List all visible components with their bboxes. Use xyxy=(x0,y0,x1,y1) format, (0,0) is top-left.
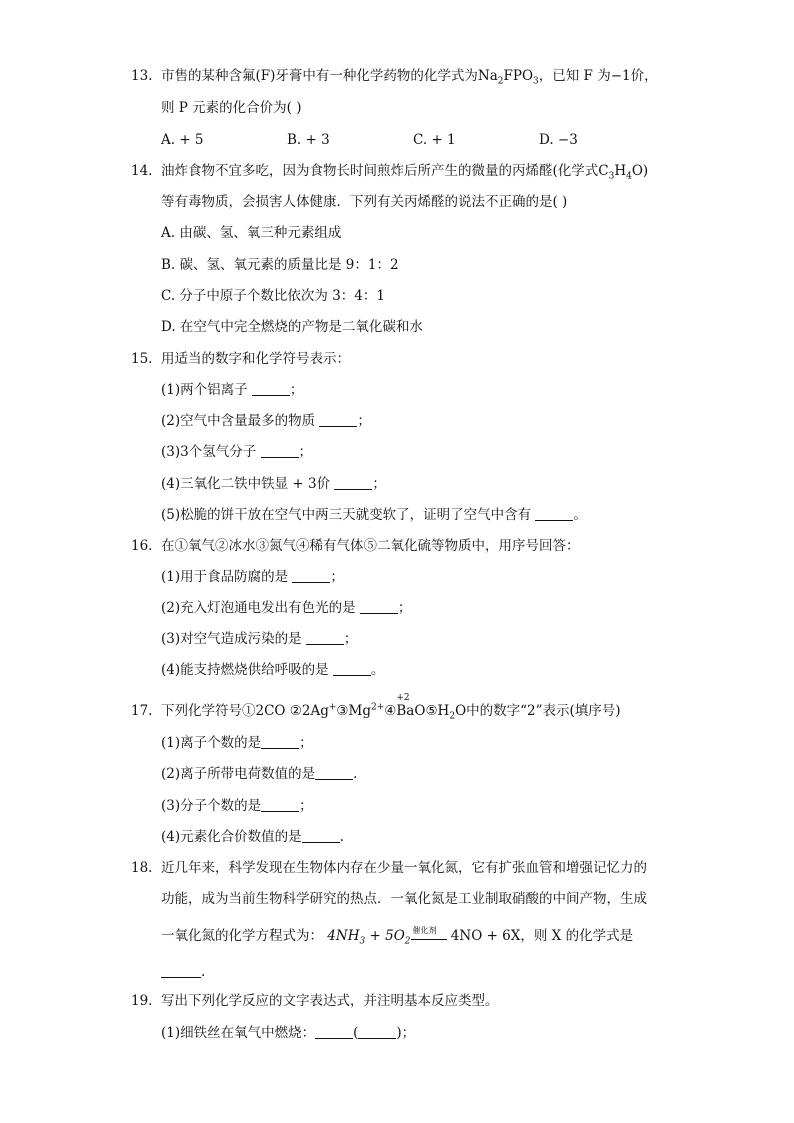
question-stem-line: 下列化学符号①2CO $②2Ag^+③Mg^{2+}④$ +2 $BaO⑤H_2O$中的数字“2”表示(填序号) xyxy=(161,693,621,722)
answer-blank[interactable] xyxy=(358,1024,396,1039)
answer-blank[interactable] xyxy=(319,412,357,427)
question-stem-line: 在①氧气②冰水③氮气④稀有气体⑤二氧化硫等物质中，用序号回答： xyxy=(161,538,580,554)
sub-item: (4)元素化合价数值的是 . xyxy=(161,829,344,845)
sub-item: (4)三氧化二铁中铁显 + 3价 ； xyxy=(161,476,386,492)
answer-blank[interactable] xyxy=(306,630,344,645)
question-stem-line: 油炸食物不宜多吃，因为食物长时间煎炸后所产生的微量的丙烯醛(化学式$C_3H_4O$) xyxy=(161,163,649,182)
sub-item: (4)能支持燃烧供给呼吸的是 。 xyxy=(161,662,385,678)
answer-blank[interactable] xyxy=(360,599,398,614)
option-a: A. + 5 xyxy=(161,132,204,148)
question-stem-line: 则 P 元素的化合价为( ) xyxy=(161,100,302,116)
question-stem-line: 功能，成为当前生物科学研究的热点．一氧化氮是工业制取硝酸的中间产物，生成 xyxy=(161,891,647,907)
sub-item: (3)3个氢气分子 ； xyxy=(161,444,313,460)
answer-blank[interactable] xyxy=(334,475,372,490)
answer-blank[interactable] xyxy=(333,661,371,676)
question-number: 18. xyxy=(131,860,153,876)
answer-blank[interactable] xyxy=(315,765,353,780)
answer-blank[interactable] xyxy=(315,1024,353,1039)
answer-blank[interactable] xyxy=(292,568,330,583)
question-number: 15. xyxy=(131,351,153,367)
sub-item: (3)分子个数的是 ； xyxy=(161,798,313,814)
question-number: 16. xyxy=(131,538,153,554)
answer-blank[interactable] xyxy=(161,963,201,978)
answer-blank[interactable] xyxy=(535,506,573,521)
option-c: C. 分子中原子个数比依次为 3：4：1 xyxy=(161,288,385,304)
question-number: 17. xyxy=(131,703,153,719)
sub-item: . xyxy=(161,962,205,982)
sub-item: (2)离子所带电荷数值的是 . xyxy=(161,766,358,782)
sub-item: (3)对空气造成污染的是 ； xyxy=(161,631,358,647)
answer-blank[interactable] xyxy=(261,443,299,458)
answer-blank[interactable] xyxy=(261,734,299,749)
sub-item: (5)松脆的饼干放在空气中两三天就变软了，证明了空气中含有 。 xyxy=(161,507,587,523)
option-b: B. 碳、氢、氧元素的质量比是 9：1：2 xyxy=(161,257,399,273)
answer-blank[interactable] xyxy=(261,797,299,812)
sub-item: (2)充入灯泡通电发出有色光的是 ； xyxy=(161,600,412,616)
question-stem-line: 一氧化氮的化学方程式为： $4NH_3 + 5O_2$ 催化剂 4NO + 6X，则 X 的化学式是 xyxy=(161,925,634,947)
answer-blank[interactable] xyxy=(252,381,290,396)
reaction-arrow: 催化剂 xyxy=(411,930,447,944)
option-d: D. 在空气中完全燃烧的产物是二氧化碳和水 xyxy=(161,319,423,335)
option-b: B. + 3 xyxy=(287,132,330,148)
question-stem-line: 写出下列化学反应的文字表达式，并注明基本反应类型。 xyxy=(161,993,499,1009)
question-stem-line: 近几年来，科学发现在生物体内存在少量一氧化氮，它有扩张血管和增强记忆力的 xyxy=(161,860,647,876)
question-stem-line: 等有毒物质，会损害人体健康．下列有关丙烯醛的说法不正确的是( ) xyxy=(161,194,568,210)
option-c: C. + 1 xyxy=(413,132,456,148)
question-number: 19. xyxy=(131,993,153,1009)
equation: $4NH_3 + 5O_2$ xyxy=(327,928,411,947)
sub-item: (1)用于食品防腐的是 ； xyxy=(161,569,344,585)
question-number: 13. xyxy=(131,68,153,84)
answer-blank[interactable] xyxy=(302,828,340,843)
question-number: 14. xyxy=(131,163,153,179)
question-stem-line: 市售的某种含氟(F)牙膏中有一种化学药物的化学式为$Na_2FPO_3$，已知 F 为−1价， xyxy=(161,68,658,87)
option-a: A. 由碳、氢、氧三种元素组成 xyxy=(161,225,342,241)
sub-item: (2)空气中含量最多的物质 ； xyxy=(161,413,371,429)
option-d: D. −3 xyxy=(539,132,578,148)
sub-item: (1)两个铝离子 ； xyxy=(161,382,304,398)
valence-ba: +2 Ba xyxy=(396,693,415,719)
sub-item: (1)细铁丝在氧气中燃烧： ( )； xyxy=(161,1025,416,1041)
question-stem-line: 用适当的数字和化学符号表示： xyxy=(161,351,350,367)
sub-item: (1)离子个数的是 ； xyxy=(161,735,313,751)
